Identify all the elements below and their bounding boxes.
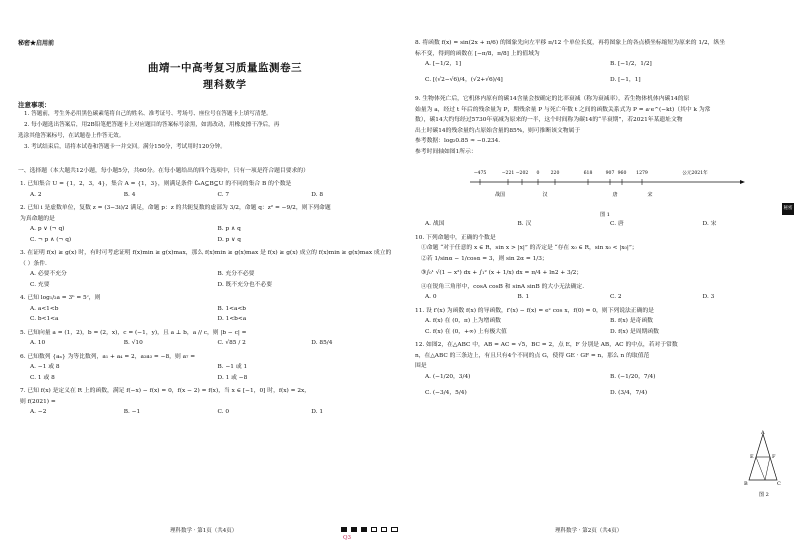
question-stem: 12. 如图2，在△ABC 中，AB = AC = √5，BC = 2，点 E，F 分别是 AB，AC 的中点，若对于常数 bbox=[415, 342, 678, 348]
question-stem: 9. 生物体死亡后，它机体内原有的碳14含量会按确定的比率衰减（称为衰减率），若生物体机体内碳14的原 bbox=[415, 96, 690, 102]
answer-option: A. [−1/2，1] bbox=[425, 61, 462, 67]
answer-option: D. 1 或 −8 bbox=[217, 374, 248, 381]
answer-option: B. 1 bbox=[517, 294, 530, 300]
answer-option: D. 1<b<a bbox=[217, 316, 247, 322]
question-stem-line: 围是 bbox=[415, 363, 427, 369]
section-heading: 一、选择题（本大题共12小题，每小题5分，共60分。在每小题给出的四个选项中，只有一项是符合题目要求的） bbox=[18, 168, 309, 174]
timeline-era-label: 唐 bbox=[612, 192, 618, 198]
statement-item: ②若 1/sinα − 1/cosα = 3，则 sin 2α = 1/3； bbox=[421, 255, 548, 262]
answer-option: D. 85/4 bbox=[311, 340, 333, 346]
mark-filled bbox=[351, 527, 357, 532]
timeline-era-label: 战国 bbox=[494, 192, 506, 198]
question-stem: 6. 已知数列 {aₙ} 为等比数列，a₁ + a₄ = 2，a₂a₃ = −8，则 a₇ = bbox=[20, 353, 196, 360]
question-stem-line: 参考数据：log₂0.85 ≈ −0.234. bbox=[415, 138, 501, 144]
center-footer: Q3 bbox=[343, 534, 352, 541]
segment-eg bbox=[756, 457, 765, 480]
side-tab: 秘密 bbox=[782, 203, 794, 215]
answer-option: B. 4 bbox=[123, 191, 136, 198]
exam-title: 曲靖一中高考复习质量监测卷三 bbox=[148, 62, 302, 74]
timeline-era-label: 汉 bbox=[542, 192, 548, 198]
question-stem: 4. 已知 log₁/₂a = 3ᵇ = 5ᶜ，则 bbox=[20, 295, 101, 301]
answer-option: D. 既不充分也不必要 bbox=[217, 281, 273, 288]
mark-empty bbox=[371, 527, 377, 532]
question-stem: 10. 下列命题中，正确的个数是 bbox=[415, 234, 496, 241]
answer-option: D. f(x) 是周期函数 bbox=[610, 328, 659, 335]
question-stem: 5. 已知向量 a = (1，2)，b = (2，x)，c = (−1，y)，且 a ⊥ b，a // c，则 |b − c| = bbox=[20, 329, 247, 336]
question-stem-line: n，在△ABC 的三条边上，有且只有4个不同的点 G，使得 GE · GF = n，那么 n 的取值范 bbox=[415, 352, 650, 359]
question-stem-line: 标不变，得到的函数在 [−π/8，π/8] 上的值域为 bbox=[415, 50, 540, 57]
notice-line: 选涂其他答案标号，在试题卷上作答无效。 bbox=[18, 133, 125, 139]
answer-option: C. 2 bbox=[610, 294, 622, 300]
question-stem-line: 则 f(2021) = bbox=[20, 398, 56, 405]
answer-option: C. √85 / 2 bbox=[217, 340, 246, 346]
answer-option: D. 8 bbox=[311, 191, 324, 198]
answer-option: A. f(x) 在 (0，π) 上为增函数 bbox=[425, 318, 501, 324]
question-stem-line: 始量为 a，经过 t 年后的残余量为 P，期残余量 P 与死亡年数 t 之间的函数关系式为 P = a·e^(−kt)（其中 k 为常 bbox=[415, 106, 711, 113]
answer-option: A. 战国 bbox=[425, 221, 445, 227]
statement-item: ④在锐角三角形中，cosA cosB 和 sinA sinB 的大小无法确定. bbox=[421, 283, 585, 290]
mark-filled bbox=[361, 527, 367, 532]
answer-option: B. −1 或 1 bbox=[217, 364, 248, 370]
figure1-caption: 图 1 bbox=[600, 212, 610, 218]
answer-option: A. 10 bbox=[30, 340, 46, 346]
notice-heading: 注意事项： bbox=[18, 101, 51, 109]
point-a-label: A bbox=[761, 430, 765, 436]
question-stem-line: 为真命题的是 bbox=[20, 215, 55, 222]
answer-option: A. −2 bbox=[30, 409, 47, 415]
answer-option: C. 0 bbox=[217, 409, 230, 415]
question-stem: 8. 将函数 f(x) = sin(2x + π/6) 的图象先向左平移 π/12 个单位长度，再将图象上的各点横坐标缩短为原来的 1/2，纵坐 bbox=[415, 40, 726, 46]
answer-option: B. −1 bbox=[123, 409, 141, 415]
answer-option: C. f(x) 在 (0，+∞) 上有极大值 bbox=[425, 328, 507, 335]
timeline-figure bbox=[460, 160, 750, 220]
timeline-tick-label: 960 bbox=[617, 171, 627, 176]
answer-option: B. (−1/20，7/4) bbox=[610, 373, 656, 380]
timeline-tick-label: 220 bbox=[550, 171, 560, 176]
answer-option: C. b<1<a bbox=[30, 316, 59, 322]
statement-item: ③∫₀¹ √(1 − x²) dx + ∫₁² (x + 1/x) dx = π/4 + ln2 + 3/2； bbox=[421, 269, 583, 276]
answer-option: C. 唐 bbox=[610, 221, 624, 227]
timeline-arrow bbox=[740, 180, 745, 184]
triangle-figure bbox=[743, 430, 783, 500]
answer-option: A. 2 bbox=[30, 191, 42, 198]
statement-item: ①命题 “对于任意的 x ∈ R，sin x > |x|” 的否定是 “存在 x₀ ∈ R，sin x₀ < |x₀|”； bbox=[421, 245, 638, 251]
mark-empty bbox=[391, 527, 397, 532]
page-footer: 理科数学 · 第2页（共4页） bbox=[555, 528, 623, 534]
timeline-tick-label: −202 bbox=[515, 171, 529, 176]
answer-option: B. √10 bbox=[123, 340, 143, 346]
answer-option: A. −1 或 8 bbox=[30, 364, 60, 370]
exam-subtitle: 理科数学 bbox=[203, 80, 247, 91]
figure2-caption: 图 2 bbox=[759, 492, 769, 498]
answer-option: D. p ∨ q bbox=[217, 236, 241, 243]
answer-option: B. 1<a<b bbox=[217, 305, 247, 312]
segment-fg bbox=[765, 457, 770, 480]
page-footer: 理科数学 · 第1页（共4页） bbox=[170, 528, 238, 534]
question-stem: 3. 在证明 f(x) ≥ g(x) 时，有时可考虑证明 f(x)min ≥ g(x)max，那么 f(x)min ≥ g(x)max 是 f(x) ≥ g(x) 成立的 f(x)min ≥ g(x)max 成立的 bbox=[20, 250, 392, 256]
timeline-tick-label: 公元2021年 bbox=[682, 171, 708, 176]
notice-line: 1. 答题前，考生务必用黑色碳素笔将自己的姓名、准考证号、考场号、座位号在答题卡上填写清楚。 bbox=[24, 111, 272, 117]
timeline-tick-label: 0 bbox=[536, 171, 540, 176]
answer-option: D. 宋 bbox=[702, 221, 717, 227]
answer-option: C. 充要 bbox=[30, 281, 50, 288]
answer-option: D. (3/4，7/4) bbox=[610, 389, 648, 396]
notice-line: 2. 每小题选出答案后，用2B铅笔把答题卡上对应题目的答案标号涂黑，如需改动，用橡皮擦干净后，再 bbox=[24, 122, 280, 128]
answer-option: B. p ∧ q bbox=[217, 226, 241, 232]
question-stem-line: （ ）条件. bbox=[20, 260, 47, 267]
answer-option: D. [−1，1] bbox=[610, 77, 641, 83]
question-stem-line: 数），碳14大约每经过5730年衰减为原来的一半，这个时间称为碳14的“半衰期”，若2021年某遗址文物 bbox=[415, 117, 683, 123]
answer-option: D. 3 bbox=[702, 294, 715, 300]
question-stem-line: 参考时间轴如图1所示： bbox=[415, 148, 477, 155]
question-stem: 7. 已知 f(x) 是定义在 R 上的函数，满足 f(−x) − f(x) = 0，f(x − 2) = f(x)，当 x ∈ [−1，0] 时，f(x) = 2x， bbox=[20, 388, 311, 394]
answer-option: C. (−3/4，5/4) bbox=[425, 389, 467, 396]
question-stem: 2. 已知 i 是虚数单位，复数 z = (3−3i)/2 满足，命题 p：z 的共轭复数的虚部为 3/2，命题 q：z² = −9/2，则下列命题 bbox=[20, 205, 331, 211]
mark-empty bbox=[381, 527, 387, 532]
point-f-label: F bbox=[772, 454, 776, 460]
question-stem: 11. 设 f′(x) 为函数 f(x) 的导函数，f′(x) − f(x) = eˣ cos x，f(0) = 0，则下列说法正确的是 bbox=[415, 307, 654, 314]
answer-option: B. 汉 bbox=[517, 221, 532, 227]
timeline-tick-label: −475 bbox=[473, 171, 487, 176]
timeline-tick-label: 1279 bbox=[636, 171, 648, 176]
answer-option: B. 充分不必要 bbox=[217, 271, 255, 277]
answer-option: A. a<1<b bbox=[30, 305, 59, 312]
question-stem-line: 出土时碳14的残余量约占原始含量的85%，则可推断该文物属于 bbox=[415, 127, 581, 134]
footer-marks bbox=[340, 526, 400, 541]
timeline-tick-label: 618 bbox=[583, 171, 593, 176]
answer-option: A. p ∨ (¬ q) bbox=[30, 226, 65, 232]
secret-label: 秘密★启用前 bbox=[18, 41, 55, 47]
timeline-tick-label: −221 bbox=[501, 171, 515, 176]
answer-option: C. 7 bbox=[217, 191, 230, 198]
answer-option: A. (−1/20，3/4) bbox=[425, 373, 471, 380]
timeline-tick-label: 907 bbox=[605, 171, 615, 176]
page-2 bbox=[405, 0, 794, 544]
answer-option: B. [−1/2，1/2] bbox=[610, 61, 652, 67]
answer-option: C. 1 或 8 bbox=[30, 374, 55, 381]
question-stem: 1. 已知集合 U = {1，2，3，4}，集合 A = {1，3}，则满足条件 ∁ᵤA⊆B⊆U 的不同的集合 B 的个数是 bbox=[20, 181, 292, 187]
timeline-era-label: 宋 bbox=[647, 192, 653, 198]
answer-option: D. 1 bbox=[311, 409, 324, 415]
notice-line: 3. 考试结束后，请将本试卷和答题卡一并交回。满分150分，考试用时120分钟。 bbox=[24, 144, 226, 150]
point-b-label: B bbox=[744, 481, 748, 487]
answer-option: A. 0 bbox=[425, 294, 437, 300]
answer-option: C. [(√2−√6)/4，(√2+√6)/4] bbox=[425, 77, 503, 83]
point-e-label: E bbox=[750, 454, 754, 460]
answer-option: A. 必要不充分 bbox=[30, 271, 67, 277]
mark-filled bbox=[341, 527, 347, 532]
answer-option: C. ¬ p ∧ (¬ q) bbox=[30, 236, 72, 243]
point-c-label: C bbox=[777, 481, 781, 487]
answer-option: B. f(x) 是奇函数 bbox=[610, 318, 653, 324]
